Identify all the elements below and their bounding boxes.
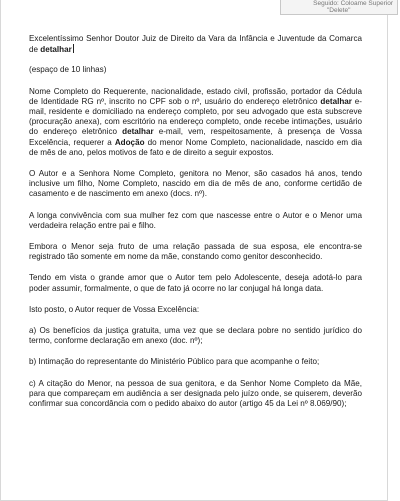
paragraph-love: Tendo em vista o grande amor que o Autor tem pelo Adolescente, deseja adotá-lo para poder assumir, formalmente, o que de fato já ocorre no lar conjugal há longa data. [29, 273, 362, 293]
request-item-a: a) Os benefícios da justiça gratuita, uma vez que se declara pobre no sentido jurídico do termo, conforme declaração em anexo (doc. nº); [29, 326, 362, 346]
request-item-c: c) A citação do Menor, na pessoa de sua genitora, e da Senhor Nome Completo da Mãe, para que compareçam em audiência a ser designada pelo juízo onde, se quiserem, deverão confirmar sua concordância com o pedido abaixo do autor (artigo 45 da Lei nº 8.069/90); [29, 378, 362, 409]
comment-balloon[interactable] [280, 0, 398, 15]
placeholder-detalhar: detalhar [40, 45, 72, 55]
text-cursor [73, 44, 74, 53]
request-item-b: b) Intimação do representante do Ministério Público para que acompanhe o feito; [29, 357, 320, 367]
comment-line-2: "Delete" [327, 7, 351, 14]
comment-line-1: Seguido: Coloame Superior [313, 0, 393, 7]
paragraph-marriage: O Autor e a Senhora Nome Completo, genitora no Menor, são casados há anos, tendo inclusive um filho, Nome Completo, nascido em dia de mês de ano, conforme certidão de casamento e de nascimento em anexo (docs. nº). [29, 169, 362, 199]
paragraph-coexistence: A longa convivência com sua mulher fez com que nascesse entre o Autor e o Menor uma verdadeira relação entre pai e filho. [29, 210, 362, 230]
document-body[interactable] [29, 34, 362, 420]
paragraph-registry: Embora o Menor seja fruto de uma relação passada de sua esposa, ele encontra-se registrado tão somente em nome da mãe, constando como genitor desconhecido. [29, 242, 362, 262]
spacing-note: (espaço de 10 linhas) [29, 65, 107, 75]
addressee-header: Excelentíssimo Senhor Doutor Juiz de Direito da Vara da Infância e Juventude da Comarca de detalhar [29, 34, 362, 55]
paragraph-qualification: Nome Completo do Requerente, nacionalidade, estado civil, profissão, portador da Cédula de Identidade RG nº, inscrito no CPF sob o nº, usuário do endereço eletrônico detalhar e-mail, residente e domiciliado na endereço completo, por seu advogado que esta subscreve (procuração anexa), com escritório na endereço completo, onde recebe intimações, usuário do endereço eletrônico detalhar e-mail, vem, respeitosamente, à presença de Vossa Excelência, requerer a Adoção do menor Nome Completo, nacionalidade, nascido em dia de mês de ano, pelos motivos de fato e de direito a seguir expostos. [29, 86, 363, 157]
paragraph-requests-intro: Isto posto, o Autor requer de Vossa Excelência: [29, 304, 200, 314]
